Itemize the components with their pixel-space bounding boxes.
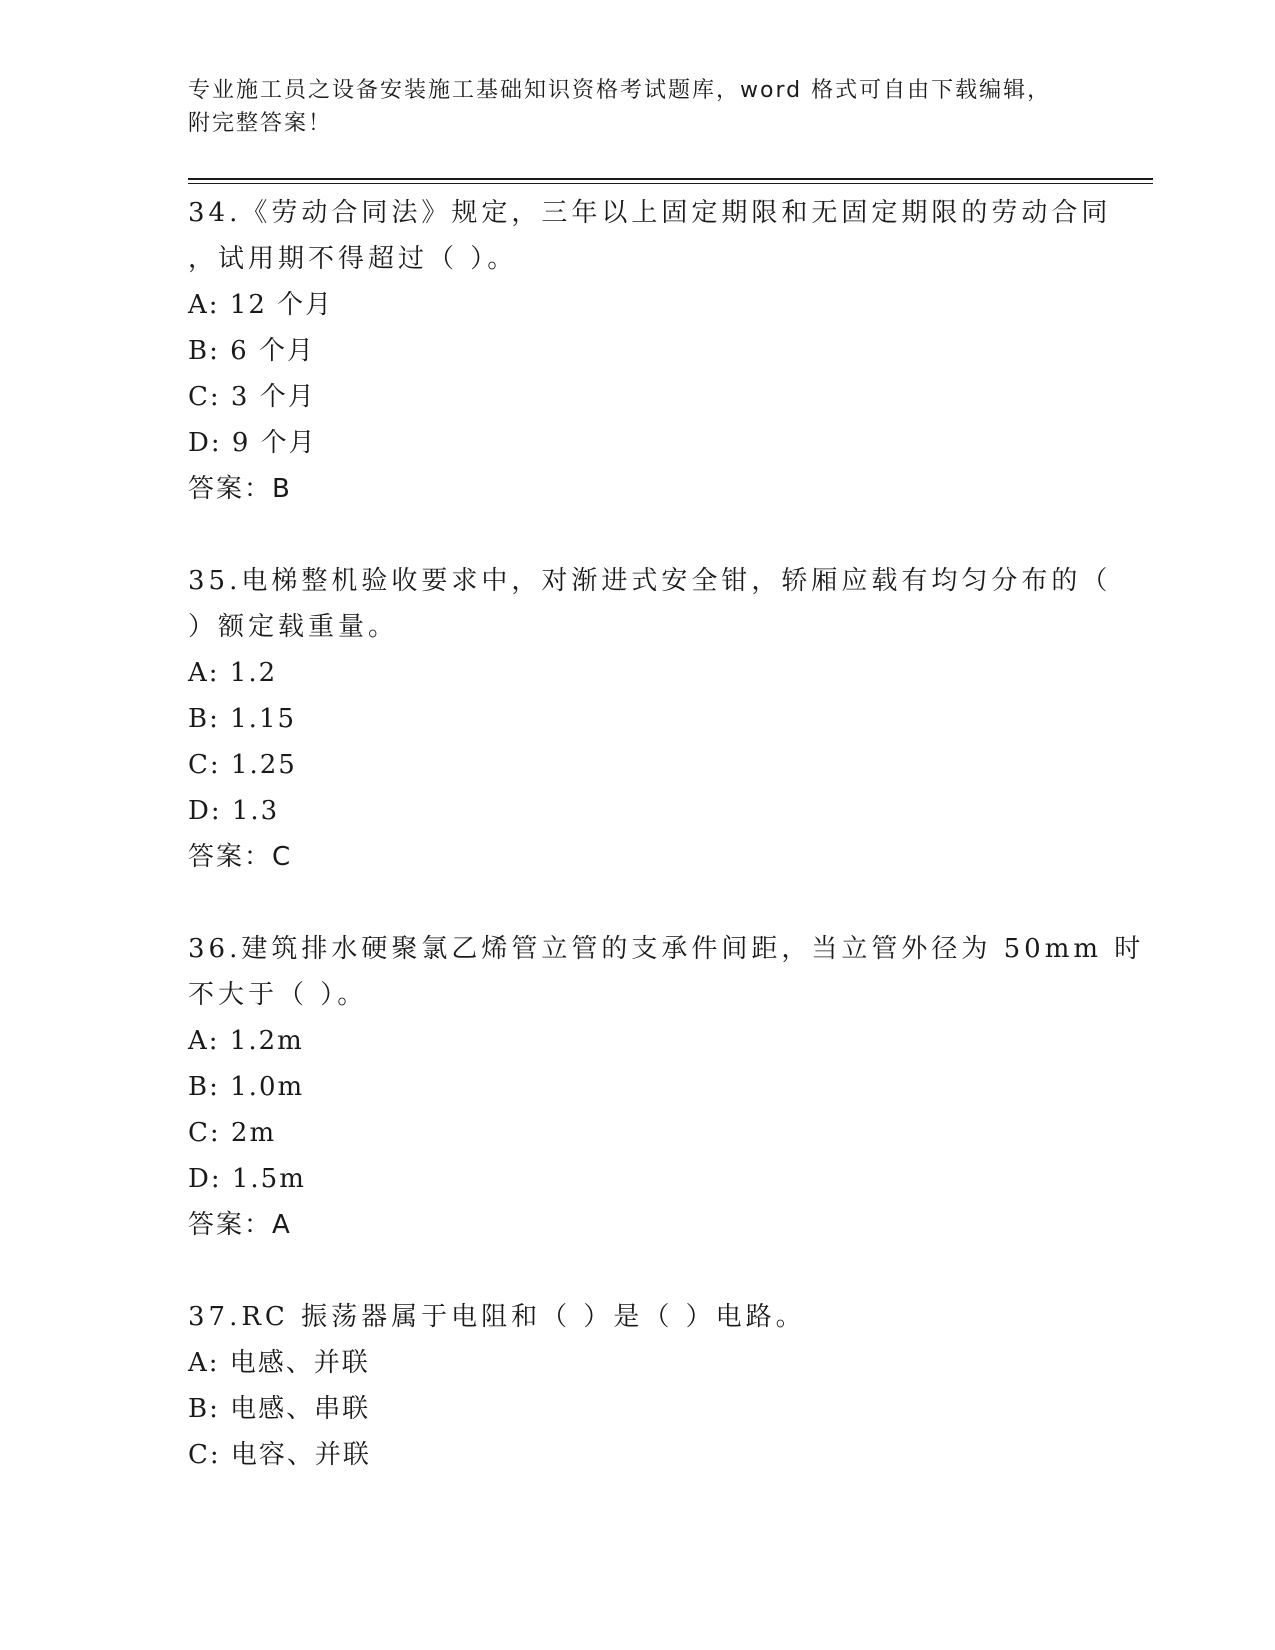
question-stem-line: ）额定载重量。: [188, 612, 399, 642]
option-b: B: 1.15: [188, 704, 297, 734]
option-d: D: 9 个月: [188, 428, 317, 458]
answer: 答案：C: [188, 842, 293, 872]
option-c: C: 电容、并联: [188, 1440, 371, 1470]
question-stem-line: 35.电梯整机验收要求中，对渐进式安全钳，轿厢应载有均匀分布的（: [188, 566, 1112, 596]
option-d: D: 1.5m: [188, 1164, 306, 1194]
header-line-2: 附完整答案！: [188, 111, 333, 136]
option-a: A: 1.2m: [188, 1026, 304, 1056]
option-a: A: 电感、并联: [188, 1348, 370, 1378]
question-stem-line: 不大于（ ）。: [188, 980, 368, 1010]
header-line-1: 专业施工员之设备安装施工基础知识资格考试题库，word 格式可自由下载编辑，: [188, 78, 1052, 103]
question-stem-line: 36.建筑排水硬聚氯乙烯管立管的支承件间距，当立管外径为 50mm 时: [188, 934, 1145, 964]
option-b: B: 1.0m: [188, 1072, 305, 1102]
question-list: [188, 190, 1145, 1524]
option-b: B: 6 个月: [188, 336, 315, 366]
option-c: C: 2m: [188, 1118, 277, 1148]
question-stem-line: ，试用期不得超过（ ）。: [188, 244, 518, 274]
header-divider-thin: [188, 183, 1153, 184]
option-b: B: 电感、串联: [188, 1394, 371, 1424]
question-stem-line: 37.RC 振荡器属于电阻和（ ）是（ ）电路。: [188, 1302, 806, 1332]
option-c: C: 1.25: [188, 750, 297, 780]
answer: 答案：A: [188, 1210, 292, 1240]
document-header: [188, 74, 1088, 140]
question-36: [188, 926, 1145, 1248]
header-divider-thick: [188, 178, 1153, 180]
answer: 答案：B: [188, 474, 292, 504]
question-34: [188, 190, 1112, 512]
option-c: C: 3 个月: [188, 382, 316, 412]
option-d: D: 1.3: [188, 796, 280, 826]
option-a: A: 1.2: [188, 658, 278, 688]
question-stem-line: 34.《劳动合同法》规定，三年以上固定期限和无固定期限的劳动合同: [188, 198, 1112, 228]
option-a: A: 12 个月: [188, 290, 334, 320]
question-37: [188, 1294, 1088, 1478]
question-35: [188, 558, 1112, 880]
